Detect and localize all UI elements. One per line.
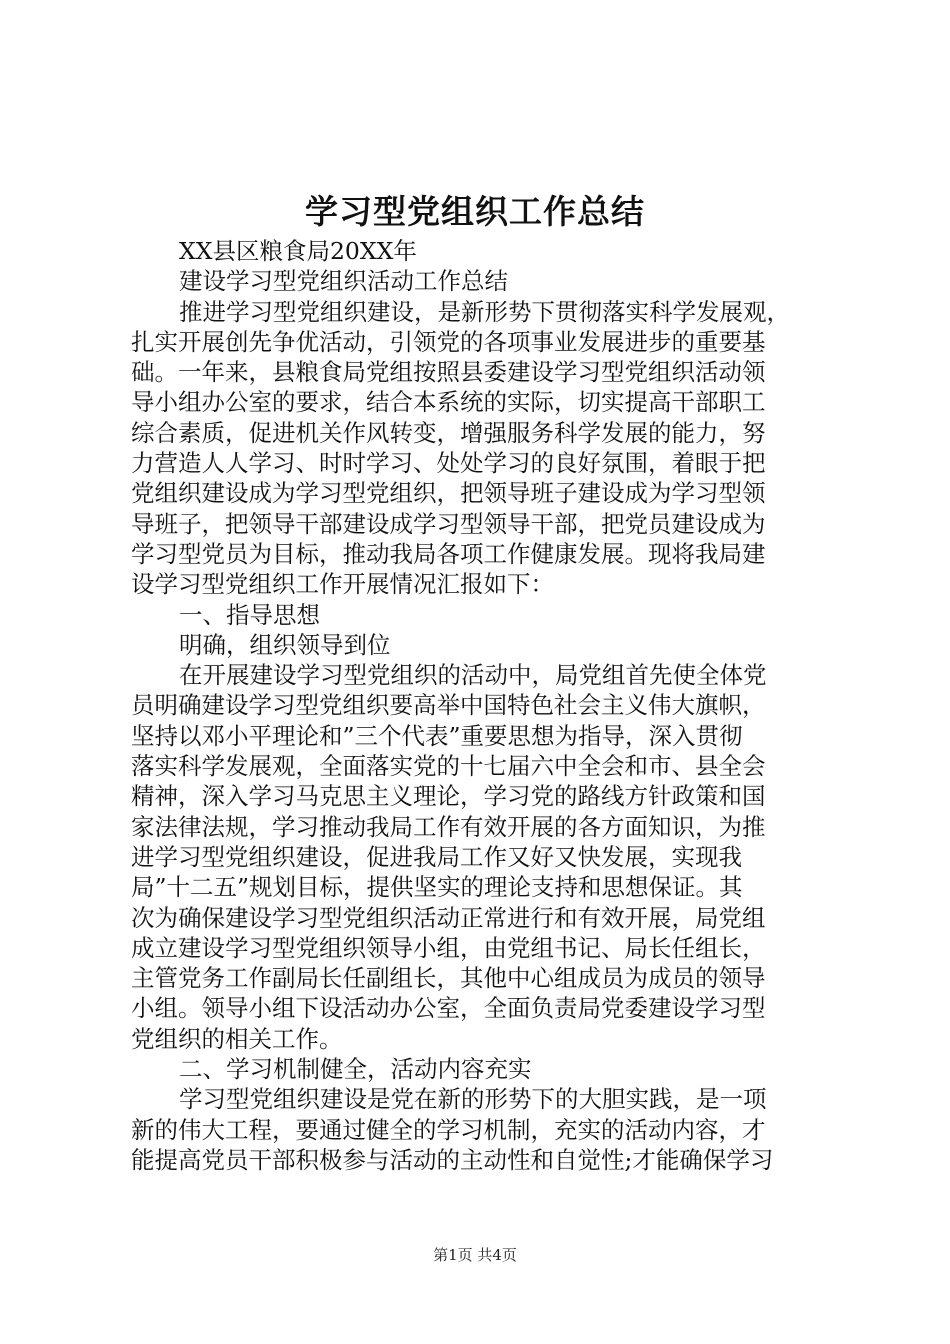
body-text-line: 党组织的相关工作。 — [131, 1024, 343, 1053]
document-title: 学习型党组织工作总结 — [305, 192, 645, 231]
body-text-line: 局”十二五”规划目标，提供坚实的理论支持和思想保证。其 — [131, 873, 743, 902]
body-text-line: 建设学习型党组织活动工作总结 — [179, 267, 508, 296]
body-text-line: 导小组办公室的要求，结合本系统的实际，切实提高干部职工 — [131, 388, 766, 417]
body-text-line: 综合素质，促进机关作风转变，增强服务科学发展的能力，努 — [131, 418, 766, 447]
page-number-footer: 第1页 共4页 — [433, 1246, 517, 1264]
body-text-line: 主管党务工作副局长任副组长，其他中心组成员为成员的领导 — [131, 964, 766, 993]
body-text-line: 推进学习型党组织建设，是新形势下贯彻落实科学发展观， — [179, 297, 790, 326]
body-text-line: 在开展建设学习型党组织的活动中，局党组首先使全体党 — [179, 661, 767, 690]
body-text-line: 能提高党员干部积极参与活动的主动性和自觉性;才能确保学习 — [131, 1145, 774, 1174]
body-text-line: 学习型党员为目标，推动我局各项工作健康发展。现将我局建 — [131, 539, 766, 568]
body-text-line: 员明确建设学习型党组织要高举中国特色社会主义伟大旗帜， — [131, 691, 766, 720]
body-text-line: 次为确保建设学习型党组织活动正常进行和有效开展，局党组 — [131, 903, 766, 932]
body-text-line: XX县区粮食局20XX年 — [179, 237, 417, 265]
document-body — [131, 236, 831, 1175]
body-text-line: 二、学习机制健全，活动内容充实 — [179, 1055, 532, 1084]
body-text-line: 精神，深入学习马克思主义理论，学习党的路线方针政策和国 — [131, 782, 766, 811]
body-text-line: 明确，组织领导到位 — [179, 630, 391, 659]
body-text-line: 导班子，把领导干部建设成学习型领导干部，把党员建设成为 — [131, 509, 766, 538]
body-text-line: 小组。领导小组下设活动办公室，全面负责局党委建设学习型 — [131, 994, 766, 1023]
body-text-line: 础。一年来，县粮食局党组按照县委建设学习型党组织活动领 — [131, 358, 766, 387]
body-text-line: 落实科学发展观，全面落实党的十七届六中全会和市、县全会 — [131, 752, 766, 781]
body-text-line: 新的伟大工程，要通过健全的学习机制，充实的活动内容，才 — [131, 1115, 766, 1144]
body-text-line: 学习型党组织建设是党在新的形势下的大胆实践，是一项 — [179, 1085, 767, 1114]
body-text-line: 成立建设学习型党组织领导小组，由党组书记、局长任组长， — [131, 933, 766, 962]
body-text-line: 力营造人人学习、时时学习、处处学习的良好氛围，着眼于把 — [131, 449, 766, 478]
body-text-line: 一、指导思想 — [179, 600, 320, 629]
body-text-line: 进学习型党组织建设，促进我局工作又好又快发展，实现我 — [131, 842, 742, 871]
body-text-line: 扎实开展创先争优活动，引领党的各项事业发展进步的重要基 — [131, 327, 766, 356]
body-text-line: 设学习型党组织工作开展情况汇报如下： — [131, 570, 554, 599]
body-text-line: 家法律法规，学习推动我局工作有效开展的各方面知识，为推 — [131, 812, 766, 841]
body-text-line: 党组织建设成为学习型党组织，把领导班子建设成为学习型领 — [131, 479, 766, 508]
body-text-line: 坚持以邓小平理论和”三个代表”重要思想为指导，深入贯彻 — [131, 721, 743, 750]
